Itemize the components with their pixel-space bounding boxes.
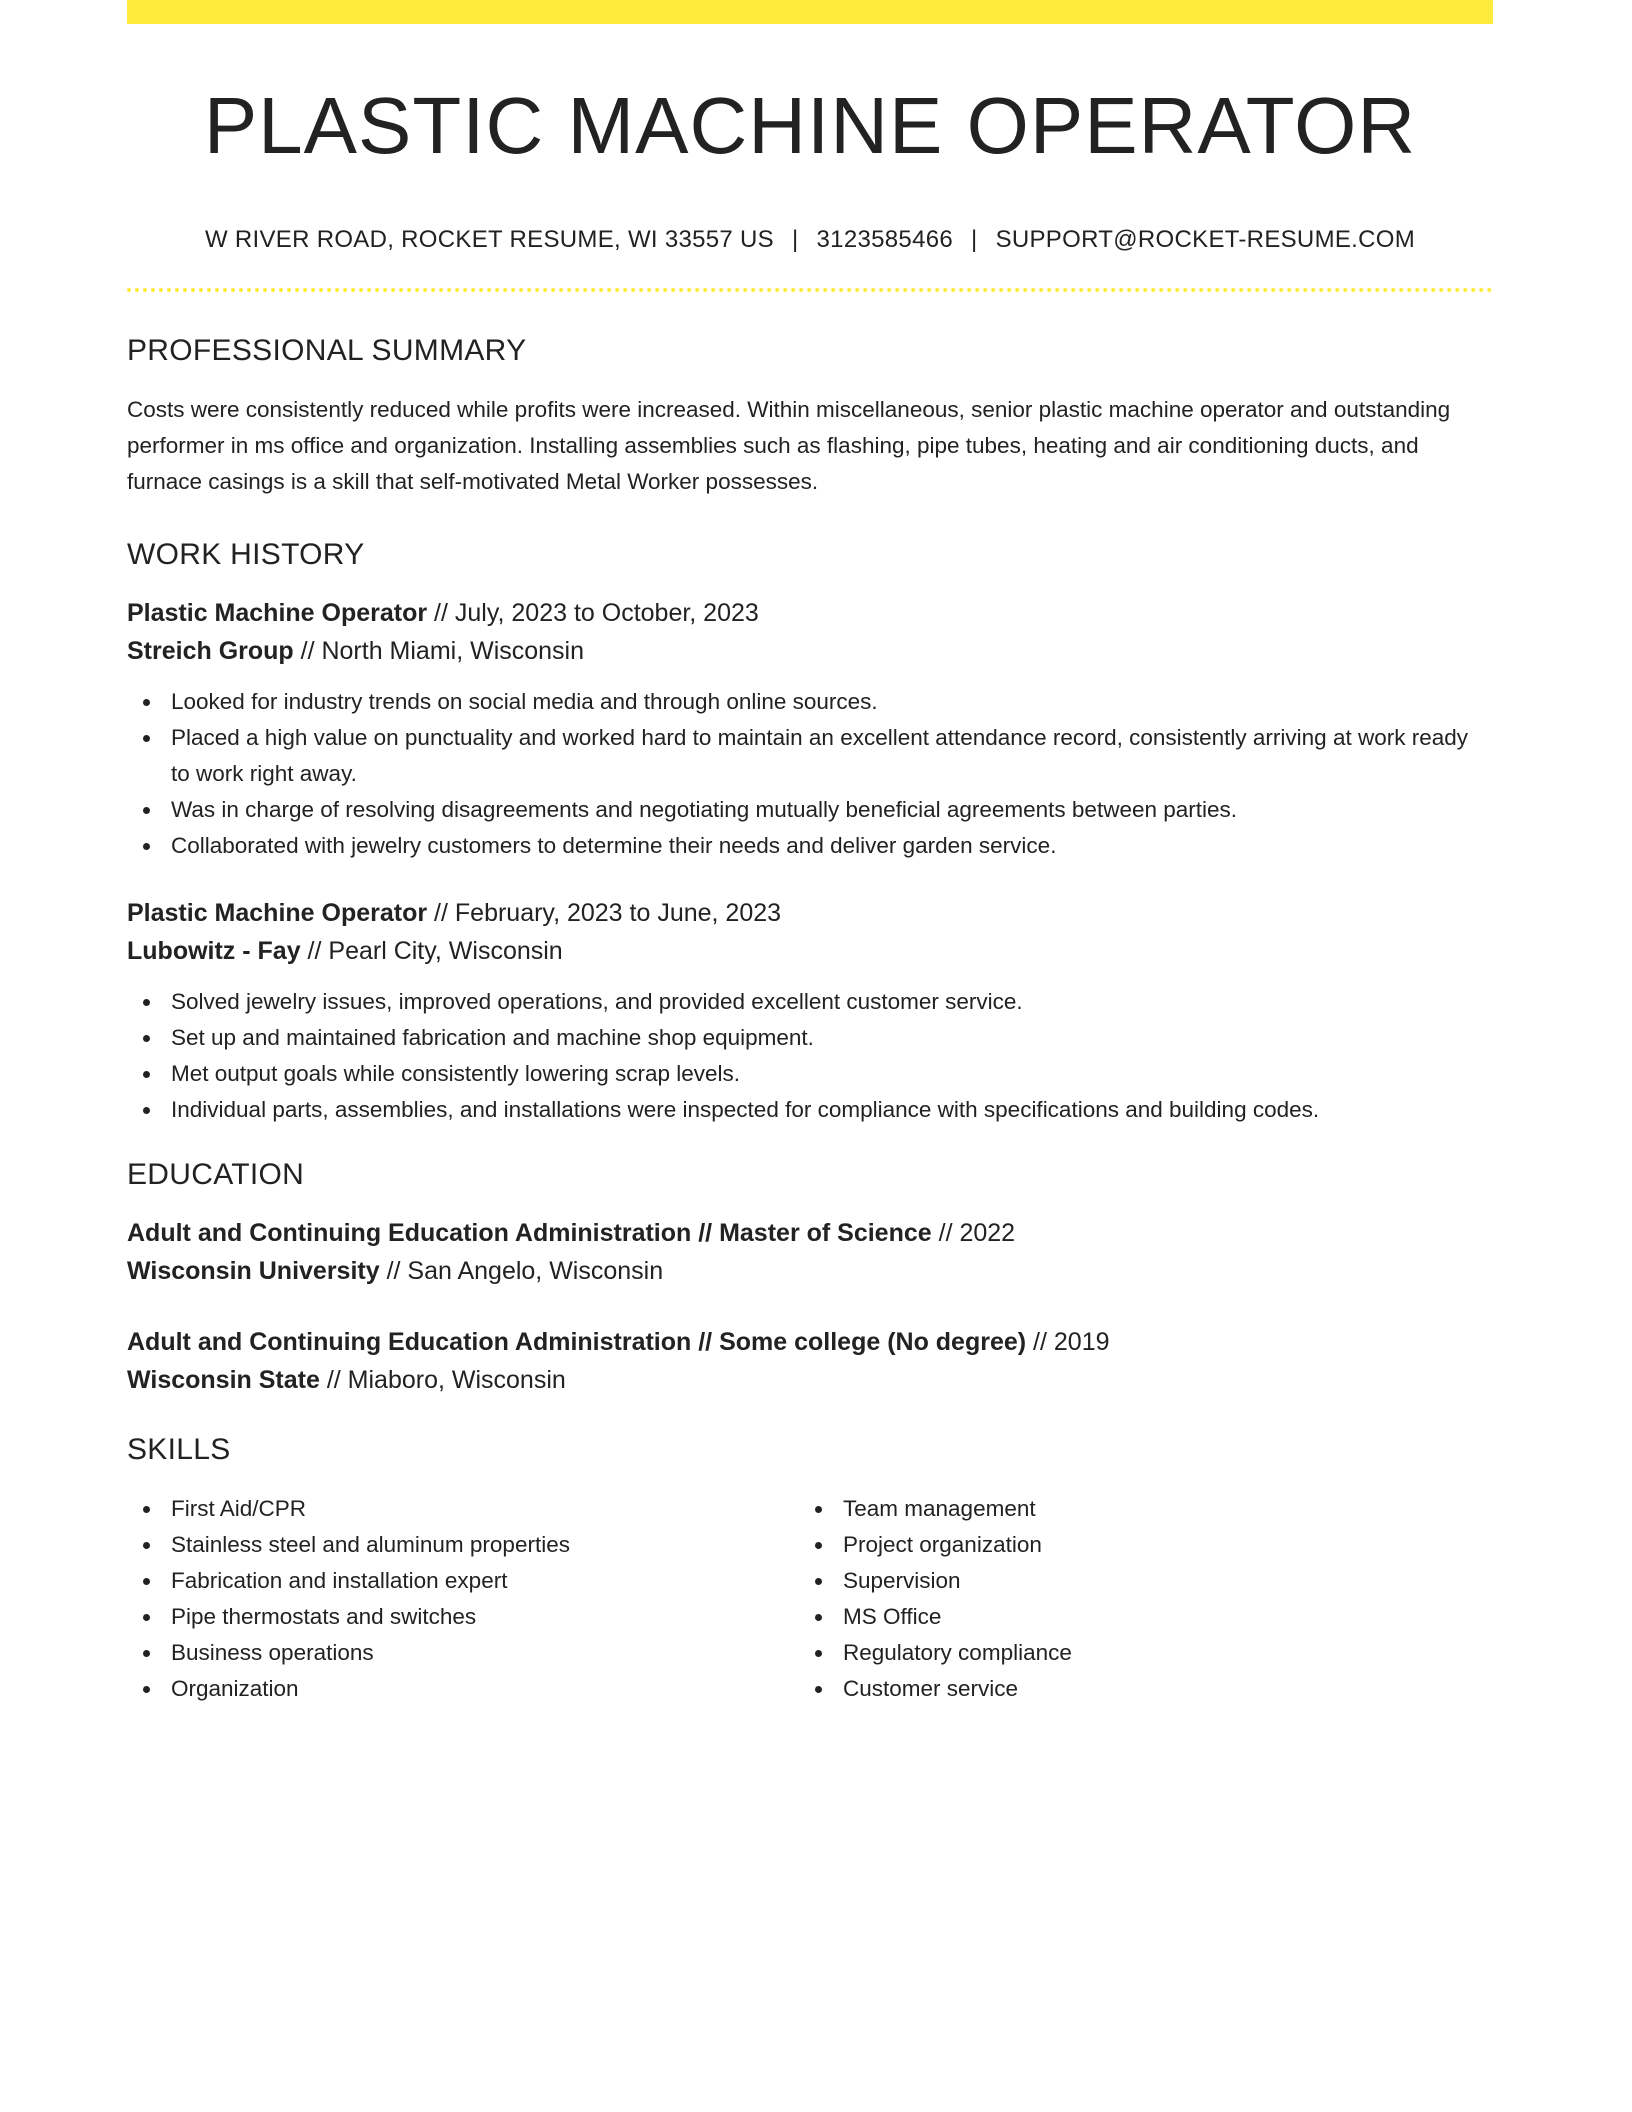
- list-item: [799, 1599, 1471, 1635]
- contact-separator: |: [971, 226, 978, 253]
- job-location: // Pearl City, Wisconsin: [300, 937, 563, 965]
- job-entry: [127, 894, 1493, 1128]
- skills-list: [799, 1491, 1471, 1707]
- job-company: Lubowitz - Fay: [127, 937, 301, 965]
- skill-text: Customer service: [843, 1676, 1019, 1701]
- job-title-line: [127, 594, 1493, 632]
- job-entry: [127, 594, 1493, 864]
- job-dates: // July, 2023 to October, 2023: [427, 599, 759, 627]
- job-bullets: [127, 684, 1493, 864]
- contact-separator: |: [791, 226, 799, 253]
- job-bullets: [127, 984, 1493, 1128]
- skill-text: Stainless steel and aluminum properties: [171, 1532, 570, 1557]
- list-item: [127, 828, 1493, 864]
- list-item-text: Was in charge of resolving disagreements and negotiating mutually beneficial agreements between parties.: [171, 797, 1238, 822]
- bullet-dot-icon: [815, 1506, 822, 1513]
- bullet-dot-icon: [143, 1686, 150, 1693]
- list-item: [127, 1491, 799, 1527]
- list-item-text: Set up and maintained fabrication and machine shop equipment.: [171, 1025, 814, 1050]
- education-entry: [127, 1323, 1493, 1399]
- list-item: [127, 1020, 1493, 1056]
- skills-heading: SKILLS: [127, 1433, 231, 1466]
- education-school-line: [127, 1252, 1493, 1290]
- list-item-text: Met output goals while consistently lowering scrap levels.: [171, 1061, 741, 1086]
- bullet-dot-icon: [815, 1542, 822, 1549]
- bullet-dot-icon: [143, 807, 150, 814]
- list-item: [127, 1527, 799, 1563]
- skill-text: MS Office: [843, 1604, 942, 1629]
- work-history-heading: WORK HISTORY: [127, 538, 365, 571]
- bullet-dot-icon: [143, 1578, 150, 1585]
- contact-email: SUPPORT@ROCKET-RESUME.COM: [995, 226, 1416, 253]
- contact-phone: 3123585466: [816, 226, 954, 253]
- list-item: [127, 1671, 799, 1707]
- list-item: [799, 1671, 1471, 1707]
- summary-heading: PROFESSIONAL SUMMARY: [127, 334, 527, 367]
- contact-address: W RIVER ROAD, ROCKET RESUME, WI 33557 US: [204, 226, 774, 253]
- dotted-divider: [127, 288, 1493, 292]
- list-item-text: Collaborated with jewelry customers to determine their needs and deliver garden service.: [171, 833, 1057, 858]
- skill-text: Pipe thermostats and switches: [171, 1604, 477, 1629]
- skills-column-left: [127, 1491, 799, 1707]
- bullet-dot-icon: [143, 843, 150, 850]
- education-school: Wisconsin University: [127, 1257, 380, 1285]
- education-degree-line: [127, 1323, 1493, 1361]
- list-item: [127, 1635, 799, 1671]
- bullet-dot-icon: [143, 1071, 150, 1078]
- job-company: Streich Group: [127, 637, 294, 665]
- skill-text: Supervision: [843, 1568, 961, 1593]
- accent-top-bar: [127, 0, 1493, 24]
- list-item: [127, 1056, 1493, 1092]
- education-location: // Miaboro, Wisconsin: [319, 1366, 566, 1394]
- bullet-dot-icon: [143, 1650, 150, 1657]
- bullet-dot-icon: [143, 1107, 150, 1114]
- list-item: [127, 1599, 799, 1635]
- education-school-line: [127, 1361, 1493, 1399]
- education-entry: [127, 1214, 1493, 1290]
- skill-text: Organization: [171, 1676, 299, 1701]
- summary-text: Costs were consistently reduced while profits were increased. Within miscellaneous, senior plastic machine operator and outstanding performer in ms office and organization. Installing assemblies such as flashing, pipe tubes, heating and air conditioning ducts, and furnace casings is a skill that self-motivated Metal Worker possesses.: [127, 397, 1451, 494]
- skills-list: [127, 1491, 799, 1707]
- list-item: [127, 792, 1493, 828]
- job-dates: // February, 2023 to June, 2023: [427, 899, 782, 927]
- education-location: // San Angelo, Wisconsin: [379, 1257, 664, 1285]
- list-item-text: Looked for industry trends on social media and through online sources.: [171, 689, 878, 714]
- skill-text: Regulatory compliance: [843, 1640, 1072, 1665]
- list-item: [127, 1092, 1493, 1128]
- education-year: // 2019: [1026, 1328, 1110, 1356]
- list-item-text: Individual parts, assemblies, and installations were inspected for compliance with specifications and building codes.: [171, 1097, 1320, 1122]
- bullet-dot-icon: [143, 699, 150, 706]
- list-item: [127, 720, 1493, 792]
- skill-text: Business operations: [171, 1640, 374, 1665]
- skill-text: Fabrication and installation expert: [171, 1568, 508, 1593]
- list-item-text: Solved jewelry issues, improved operations, and provided excellent customer service.: [171, 989, 1023, 1014]
- job-title-line: [127, 894, 1493, 932]
- list-item: [127, 1563, 799, 1599]
- education-school: Wisconsin State: [127, 1366, 320, 1394]
- bullet-dot-icon: [143, 735, 150, 742]
- bullet-dot-icon: [815, 1650, 822, 1657]
- education-degree-line: [127, 1214, 1493, 1252]
- bullet-dot-icon: [815, 1578, 822, 1585]
- bullet-dot-icon: [143, 999, 150, 1006]
- candidate-name: PLASTIC MACHINE OPERATOR: [203, 81, 1417, 170]
- list-item: [127, 984, 1493, 1020]
- bullet-dot-icon: [815, 1686, 822, 1693]
- resume-content: [127, 24, 1493, 1707]
- list-item: [127, 684, 1493, 720]
- list-item: [799, 1527, 1471, 1563]
- education-year: // 2022: [931, 1219, 1016, 1247]
- bullet-dot-icon: [143, 1506, 150, 1513]
- skill-text: Team management: [843, 1496, 1036, 1521]
- job-company-line: [127, 632, 1493, 670]
- skill-text: First Aid/CPR: [171, 1496, 307, 1521]
- list-item-text: Placed a high value on punctuality and worked hard to maintain an excellent attendance record, consistently arriving at work ready to work right away.: [171, 725, 1469, 786]
- contact-line: [127, 228, 1493, 252]
- list-item: [799, 1491, 1471, 1527]
- education-degree: Adult and Continuing Education Administration // Some college (No degree): [127, 1328, 1027, 1356]
- skill-text: Project organization: [843, 1532, 1042, 1557]
- skills-columns: [127, 1491, 1493, 1707]
- education-degree: Adult and Continuing Education Administration // Master of Science: [127, 1219, 932, 1247]
- bullet-dot-icon: [143, 1542, 150, 1549]
- education-heading: EDUCATION: [127, 1158, 305, 1191]
- bullet-dot-icon: [815, 1614, 822, 1621]
- job-location: // North Miami, Wisconsin: [293, 637, 585, 665]
- bullet-dot-icon: [143, 1035, 150, 1042]
- job-role: Plastic Machine Operator: [127, 599, 428, 627]
- list-item: [799, 1563, 1471, 1599]
- job-company-line: [127, 932, 1493, 970]
- job-role: Plastic Machine Operator: [127, 899, 428, 927]
- list-item: [799, 1635, 1471, 1671]
- skills-column-right: [799, 1491, 1471, 1707]
- bullet-dot-icon: [143, 1614, 150, 1621]
